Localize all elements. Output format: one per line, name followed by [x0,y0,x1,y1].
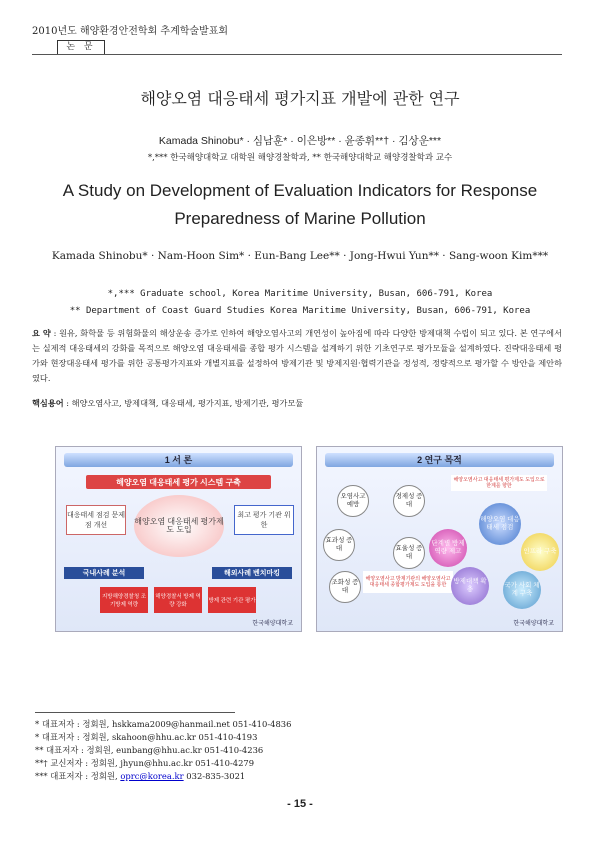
footnote-4: **† 교신저자 : 정회원, jhyun@hhu.ac.kr 051-410-4279 [35,758,255,768]
circle-effectiveness: 효과성 증대 [323,529,355,561]
page-number: - 15 - [287,798,313,810]
abstract [32,326,562,386]
affiliation-english-2: ** Department of Coast Guard Studies Korea Maritime University, Busan, 606-791, Korea [69,306,531,316]
footnote-5 [35,770,291,783]
circle-prevention: 오염사고 예방 [337,485,369,517]
circle-center: 해양오염 대응태세 점검 [479,503,521,545]
authors-english: Kamada Shinobu* · Nam-Hoon Sim* · Eun-Bang Lee** · Jong-Hwui Yun** · Sang-woon Kim*** [51,250,549,262]
footnote-3: ** 대표저자 : 정회원, eunbang@hhu.ac.kr 051-410-4236 [35,745,264,755]
slide-foreign-bar: 해외사례 벤치마킹 [212,567,292,579]
circle-economy: 경제성 증대 [393,485,425,517]
circle-stage: 단계별 방제 역량 제고 [429,529,467,567]
circle-infra: 인프라 구축 [521,533,559,571]
slide-bottom-box-3: 방제 관련 기관 평가 [208,587,256,613]
abstract-label: 요 약 [32,328,51,338]
title-english [0,177,600,233]
slide-bottom-box-2: 해양경찰서 방제 역량 강화 [154,587,202,613]
university-logo: 한국해양대학교 [513,621,554,627]
slide-bottom-box-1: 지방해양경찰청 조기방제 역량 [100,587,148,613]
slide-center-ellipse: 해양오염 대응태세 평가제도 도입 [134,495,224,557]
circle-harmony: 조화성 증대 [329,571,361,603]
slide-heading: 2 연구 목적 [325,453,554,467]
footnote-5-suffix: 032-835-3021 [183,771,246,781]
footnotes [35,718,291,783]
circle-measures: 방제대책 확충 [451,567,489,605]
email-link[interactable]: oprc@korea.kr [120,771,184,781]
footnote-2: * 대표저자 : 정회원, skahoon@hhu.ac.kr 051-410-4193 [35,732,258,742]
paper-type-tag: 논 문 [57,40,105,55]
university-logo: 한국해양대학교 [252,621,293,627]
title-english-line2: Preparedness of Marine Pollution [174,209,426,228]
footnote-1: * 대표저자 : 정회원, hskkama2009@hanmail.net 051-410-4836 [35,719,292,729]
slide-caption-top: 해양오염사고 대응태세 평가제도 도입으로 한계를 향한 [451,475,547,491]
footnote-5-prefix: *** 대표저자 : 정회원, [35,771,121,781]
slide-caption-bottom: 해양오염사고 방제기관의 해양오염사고 대응태세 종합평가제도 도입을 통한 [363,571,453,593]
slide-domestic-bar: 국내사례 분석 [64,567,144,579]
conference-name: 2010년도 해양환경안전학회 추계학술발표회 [32,26,229,37]
header-rule [32,54,562,55]
slide-right-box: 최고 평가 기관 위한 [234,505,294,535]
title-korean: 해양오염 대응태세 평가지표 개발에 관한 연구 [140,89,460,108]
abstract-text: : 원유, 화학물 등 위험화물의 해상운송 증가로 인하여 해양오염사고의 개연성이 높아짐에 따라 다양한 방제대책 수립이 되고 있다. 본 연구에서는 실제적 대응태세의 강화를 목적으로 해양오염 대응태세를 종합 평가 시스템을 설계하기 위한 기초연구로 평가모듈을 설계하였다. 진략대응태세 평가와 현장대응태세 평가를 위한 공통평가지표와 개별지표를 설정하여 방제기관 및 방제지원·협력기관을 정성적, 정량적으로 평가할 수 방안을 제안하였다. [32,328,563,383]
keywords-text: : 해양오염사고, 방제대책, 대응태세, 평가지표, 방제기관, 평가모듈 [63,398,304,408]
footnote-rule [35,712,235,713]
slide-left-box: 대응태세 점검 문제점 개선 [66,505,126,535]
affiliation-korean: *,*** 한국해양대학교 대학원 해양경찰학과, ** 한국해양대학교 해양경찰학과 교수 [147,153,453,163]
affiliation-english-1: *,*** Graduate school, Korea Maritime University, Busan, 606-791, Korea [107,289,493,299]
circle-national: 국가 사회 체계 구축 [503,571,541,609]
circle-efficiency: 효율성 증대 [393,537,425,569]
title-english-line1: A Study on Development of Evaluation Indicators for Response [62,181,538,200]
keywords [32,398,562,409]
slide-banner: 해양오염 대응태세 평가 시스템 구축 [86,475,271,489]
figure-slide-purpose [316,446,563,632]
authors-korean: Kamada Shinobu* · 심남훈* · 이은방** · 윤종휘**† · 김상운*** [158,135,442,147]
slide-heading: 1 서 론 [64,453,293,467]
keywords-label: 핵심용어 [32,398,64,408]
figure-slide-introduction [55,446,302,632]
